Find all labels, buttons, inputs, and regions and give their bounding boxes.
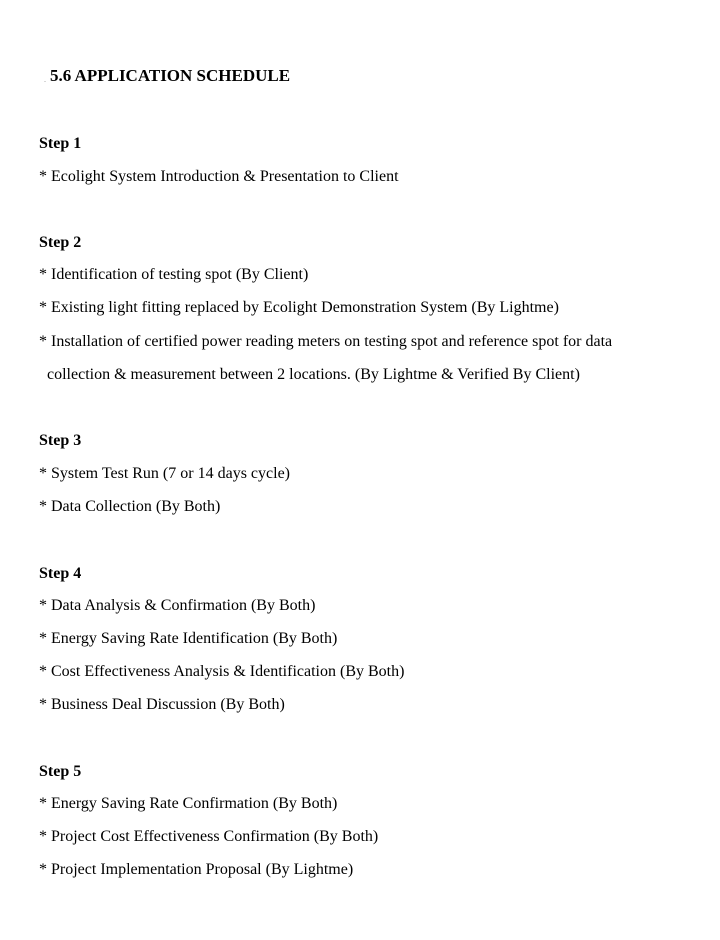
bullet-mark: .: [44, 75, 46, 84]
step-1-heading: Step 1: [39, 135, 82, 152]
step-5-item: * Project Cost Effectiveness Confirmation (By Both): [39, 828, 379, 845]
step-4-item: * Cost Effectiveness Analysis & Identification (By Both): [39, 663, 405, 680]
step-4-item: * Data Analysis & Confirmation (By Both): [39, 597, 316, 614]
step-2-item: * Installation of certified power reading meters on testing spot and reference spot for data: [39, 333, 613, 350]
step-3-item: * System Test Run (7 or 14 days cycle): [39, 465, 290, 482]
step-2-item-continuation: collection & measurement between 2 locations. (By Lightme & Verified By Client): [47, 366, 580, 383]
step-5-heading: Step 5: [39, 763, 82, 780]
step-2-item: * Existing light fitting replaced by Ecolight Demonstration System (By Lightme): [39, 299, 559, 316]
section-title: [44, 66, 291, 86]
step-3-item: * Data Collection (By Both): [39, 498, 221, 515]
step-3-heading: Step 3: [39, 432, 82, 449]
step-4-heading: Step 4: [39, 565, 82, 582]
step-4-item: * Energy Saving Rate Identification (By Both): [39, 630, 338, 647]
step-4-item: * Business Deal Discussion (By Both): [39, 696, 285, 713]
step-2-heading: Step 2: [39, 234, 82, 251]
section-title-text: 5.6 APPLICATION SCHEDULE: [50, 66, 291, 85]
step-5-item: * Energy Saving Rate Confirmation (By Both): [39, 795, 338, 812]
step-5-item: * Project Implementation Proposal (By Lightme): [39, 861, 354, 878]
step-2-item: * Identification of testing spot (By Client): [39, 266, 309, 283]
step-1-item: * Ecolight System Introduction & Presentation to Client: [39, 168, 399, 185]
